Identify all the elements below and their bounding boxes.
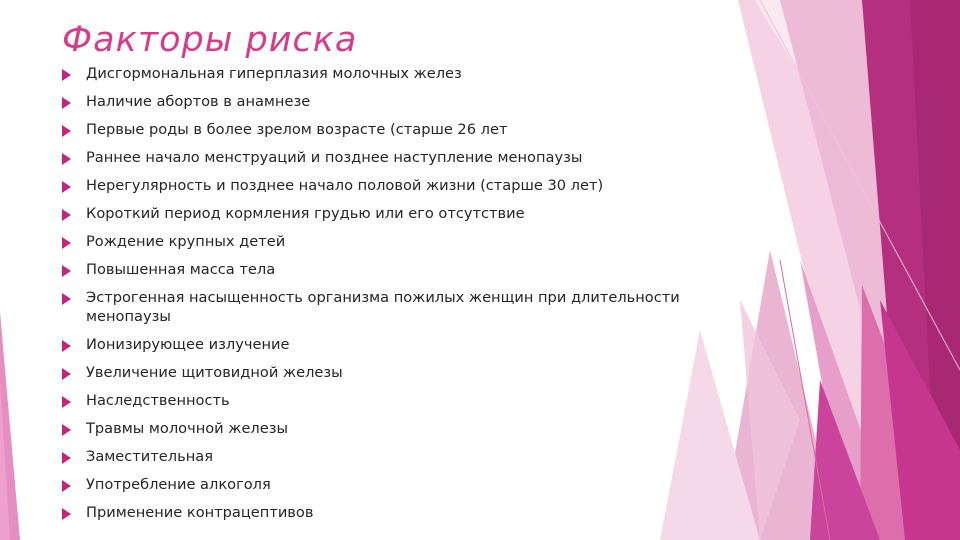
- list-item-text: Первые роды в более зрелом возрасте (старше 26 лет: [86, 121, 508, 138]
- list-item-text: Заместительная: [86, 448, 213, 465]
- list-item: [62, 391, 702, 410]
- list-item-text: Наличие абортов в анамнезе: [86, 93, 311, 110]
- list-item-text: Раннее начало менструаций и позднее наступление менопаузы: [86, 149, 583, 166]
- list-item: [62, 475, 702, 494]
- list-item: [62, 335, 702, 354]
- list-item-text: Повышенная масса тела: [86, 261, 276, 278]
- list-item-text: Дисгормональная гиперплазия молочных желез: [86, 65, 462, 82]
- triangle-bullet-icon: [62, 508, 71, 520]
- triangle-bullet-icon: [62, 181, 71, 193]
- triangle-bullet-icon: [62, 452, 71, 464]
- risk-factor-list: [62, 64, 702, 531]
- triangle-bullet-icon: [62, 340, 71, 352]
- list-item: [62, 232, 702, 251]
- list-item-text: Применение контрацептивов: [86, 504, 314, 521]
- list-item: [62, 148, 702, 167]
- list-item: [62, 260, 702, 279]
- triangle-bullet-icon: [62, 97, 71, 109]
- list-item-text: Наследственность: [86, 392, 230, 409]
- list-item: [62, 419, 702, 438]
- list-item-text: Рождение крупных детей: [86, 233, 286, 250]
- list-item-text: Ионизирующее излучение: [86, 336, 290, 353]
- triangle-bullet-icon: [62, 69, 71, 81]
- list-item-text: Нерегулярность и позднее начало половой жизни (старше 30 лет): [86, 177, 604, 194]
- triangle-bullet-icon: [62, 396, 71, 408]
- triangle-bullet-icon: [62, 237, 71, 249]
- list-item: [62, 64, 702, 83]
- triangle-bullet-icon: [62, 153, 71, 165]
- list-item: [62, 447, 702, 466]
- triangle-bullet-icon: [62, 265, 71, 277]
- list-item: [62, 176, 702, 195]
- list-item-text: Эстрогенная насыщенность организма пожилых женщин при длительности менопаузы: [86, 289, 680, 325]
- triangle-bullet-icon: [62, 125, 71, 137]
- triangle-bullet-icon: [62, 424, 71, 436]
- slide-title: Факторы риска: [62, 20, 358, 60]
- triangle-bullet-icon: [62, 368, 71, 380]
- list-item: [62, 120, 702, 139]
- list-item-text: Короткий период кормления грудью или его отсутствие: [86, 205, 525, 222]
- list-item: [62, 204, 702, 223]
- list-item: [62, 288, 702, 326]
- list-item: [62, 503, 702, 522]
- triangle-bullet-icon: [62, 480, 71, 492]
- list-item-text: Употребление алкоголя: [86, 476, 271, 493]
- list-item: [62, 363, 702, 382]
- list-item: [62, 92, 702, 111]
- list-item-text: Травмы молочной железы: [86, 420, 289, 437]
- triangle-bullet-icon: [62, 209, 71, 221]
- list-item-text: Увеличение щитовидной железы: [86, 364, 343, 381]
- triangle-bullet-icon: [62, 293, 71, 305]
